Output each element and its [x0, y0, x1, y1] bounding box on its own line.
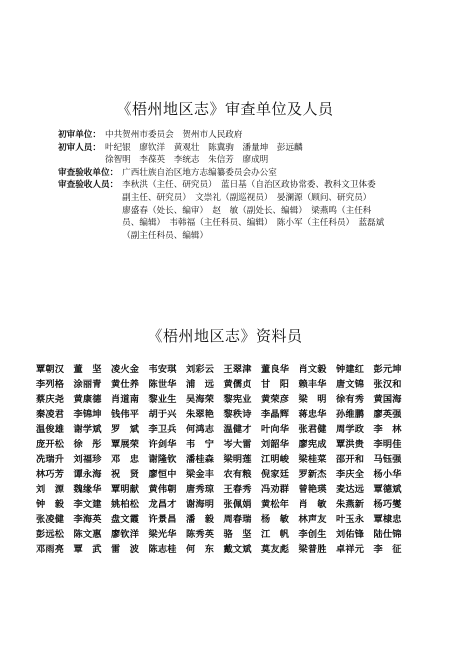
staff-name: 唐文锦 [336, 379, 365, 390]
staff-name: 黄松年 [261, 499, 290, 510]
staff-name: 黄康德 [73, 394, 102, 405]
staff-name: 岑大雷 [223, 439, 252, 450]
staff-name: 许剑华 [148, 439, 177, 450]
staff-name: 李文建 [73, 499, 102, 510]
row-line: 李秋洪（主任、研究员） 蓝日基（自治区政协常委、教科文卫体委 [122, 180, 376, 191]
staff-name: 覃洪贵 [336, 439, 365, 450]
staff-name: 黄荣彦 [261, 394, 290, 405]
staff-name: 李 征 [373, 544, 402, 555]
staff-name: 覃德斌 [373, 484, 402, 495]
staff-name: 魏缘华 [73, 484, 102, 495]
staff-name: 廖宪成 [298, 439, 327, 450]
staff-name: 骆 坚 [223, 529, 252, 540]
staff-name: 蔡庆尧 [36, 394, 65, 405]
staff-name: 谢海明 [186, 499, 215, 510]
staff-name: 梁光华 [148, 529, 177, 540]
review-row-initial-unit [58, 129, 408, 142]
staff-name: 李列格 [36, 379, 65, 390]
staff-name: 蒋忠华 [298, 409, 327, 420]
staff-names-grid [36, 361, 411, 556]
staff-name: 肖文毅 [298, 364, 327, 375]
staff-name: 李明佳 [373, 439, 402, 450]
staff-name: 刘彩云 [186, 364, 215, 375]
staff-name: 浦 远 [186, 379, 215, 390]
row-label: 审查验收人员： [58, 180, 119, 191]
staff-name: 秦凌君 [36, 409, 65, 420]
staff-name: 吴海荣 [186, 394, 215, 405]
staff-name: 董 坚 [73, 364, 102, 375]
staff-name: 罗 斌 [111, 424, 140, 435]
staff-name: 黄国海 [373, 394, 402, 405]
row-line: 员、编辑） 韦韩福（主任科员、编辑） 陈小军（主任科员） 蓝磊斌 [122, 218, 385, 229]
staff-name: 朱燕新 [336, 499, 365, 510]
staff-name: 罗新杰 [298, 469, 327, 480]
staff-name: 肖 敏 [298, 499, 327, 510]
staff-name: 祝 贤 [111, 469, 140, 480]
staff-name: 谢学斌 [73, 424, 102, 435]
staff-name: 杨 敏 [261, 514, 290, 525]
row-line: 中共贺州市委员会 贺州市人民政府 [104, 130, 243, 140]
staff-name: 李锦坤 [73, 409, 102, 420]
row-line: 叶纪银 廖钦洋 黄观壮 陈冀驹 潘量坤 彭远麟 [104, 142, 303, 153]
staff-name: 凌火金 [111, 364, 140, 375]
staff-name: 徐有秀 [336, 394, 365, 405]
staff-name: 钟建红 [336, 364, 365, 375]
staff-name: 邓 忠 [111, 454, 140, 465]
staff-name: 黄儒贞 [223, 379, 252, 390]
staff-name: 江明峻 [261, 454, 290, 465]
review-section-title: 《梧州地区志》审查单位及人员 [116, 100, 334, 118]
staff-name: 刘佑锋 [336, 529, 365, 540]
staff-name: 赖丰华 [298, 379, 327, 390]
staff-name: 许景昌 [148, 514, 177, 525]
staff-name: 韦 宁 [186, 439, 215, 450]
row-line: 徐智明 李葆英 李统志 朱信芳 廖成明 [104, 155, 269, 166]
staff-name: 周学政 [336, 424, 365, 435]
staff-name: 梁普胜 [298, 544, 327, 555]
staff-name: 莫友彪 [261, 544, 290, 555]
row-value [101, 129, 408, 142]
staff-name: 肖道南 [111, 394, 140, 405]
staff-name: 韦安琪 [148, 364, 177, 375]
staff-name: 廖恒中 [148, 469, 177, 480]
staff-name: 陈世华 [148, 379, 177, 390]
review-row-acceptance-staff [58, 179, 408, 242]
staff-name: 温健才 [223, 424, 252, 435]
staff-name: 戴文斌 [223, 544, 252, 555]
staff-name: 冯劝群 [261, 484, 290, 495]
staff-name: 李创生 [298, 529, 327, 540]
staff-name: 龙昌才 [148, 499, 177, 510]
staff-name: 张汉和 [373, 379, 402, 390]
staff-name: 倪家廷 [261, 469, 290, 480]
staff-name: 谭永海 [73, 469, 102, 480]
staff-name: 江 帆 [261, 529, 290, 540]
row-value [101, 142, 408, 167]
staff-name: 李海英 [73, 514, 102, 525]
staff-name: 冼瑞升 [36, 454, 65, 465]
staff-name: 盘文霞 [111, 514, 140, 525]
staff-name: 张凌健 [36, 514, 65, 525]
row-line: 廖盛春（处长、编审） 赵 敏（副处长、编辑） 梁燕鸣（主任科 [122, 205, 372, 216]
staff-name: 徐 彤 [73, 439, 102, 450]
staff-name: 彭元坤 [373, 364, 402, 375]
staff-name: 廖英强 [373, 409, 402, 420]
staff-name: 刘 源 [36, 484, 65, 495]
staff-name: 何 东 [186, 544, 215, 555]
staff-name: 唐秀琼 [186, 484, 215, 495]
staff-name: 李 林 [373, 424, 402, 435]
staff-name: 邓雨亮 [36, 544, 65, 555]
staff-name: 朱翠艳 [186, 409, 215, 420]
staff-name: 陈秀英 [186, 529, 215, 540]
staff-name: 覃展荣 [111, 439, 140, 450]
staff-name: 梁金丰 [186, 469, 215, 480]
staff-name: 林声友 [298, 514, 327, 525]
staff-name: 李晶辉 [261, 409, 290, 420]
staff-name: 杨巧燮 [373, 499, 402, 510]
staff-name: 林巧芳 [36, 469, 65, 480]
staff-name: 陈志桂 [148, 544, 177, 555]
staff-name: 刘福珍 [73, 454, 102, 465]
staff-name: 黎宪业 [223, 394, 252, 405]
row-line: 副主任、研究员） 文崇礼（副巡视员） 晏澜源（顾问、研究员） [122, 192, 372, 203]
staff-name: 王春秀 [223, 484, 252, 495]
staff-name: 麦达远 [336, 484, 365, 495]
staff-name: 雷 波 [111, 544, 140, 555]
staff-name: 何鸿志 [186, 424, 215, 435]
staff-name: 马钰强 [373, 454, 402, 465]
staff-name: 叶玉永 [336, 514, 365, 525]
review-row-acceptance-unit [58, 167, 408, 180]
staff-name: 黎业生 [148, 394, 177, 405]
staff-name: 谢隆钦 [148, 454, 177, 465]
staff-name: 钱伟平 [111, 409, 140, 420]
staff-name: 廖钦洋 [111, 529, 140, 540]
staff-section-title: 《梧州地区志》资料员 [147, 327, 303, 345]
staff-name: 覃棣忠 [373, 514, 402, 525]
staff-name: 梁 明 [298, 394, 327, 405]
staff-name: 覃 武 [73, 544, 102, 555]
staff-name: 覃朝汉 [36, 364, 65, 375]
staff-name: 李卫兵 [148, 424, 177, 435]
staff-name: 李庆全 [336, 469, 365, 480]
staff-name: 王翠津 [223, 364, 252, 375]
staff-name: 陈文惠 [73, 529, 102, 540]
staff-name: 周春瑞 [223, 514, 252, 525]
staff-name: 梁桂菜 [298, 454, 327, 465]
row-label: 初审人员： [58, 142, 101, 153]
staff-name: 孙维鹏 [336, 409, 365, 420]
staff-name: 梁明莲 [223, 454, 252, 465]
staff-name: 董良华 [261, 364, 290, 375]
row-value [118, 167, 408, 180]
staff-name: 甘 阳 [261, 379, 290, 390]
staff-name: 钟 毅 [36, 499, 65, 510]
staff-name: 卓祥元 [336, 544, 365, 555]
staff-name: 陆仕锦 [373, 529, 402, 540]
staff-name: 杨小华 [373, 469, 402, 480]
staff-name: 胡于兴 [148, 409, 177, 420]
staff-name: 潘 毅 [186, 514, 215, 525]
review-info-block [58, 129, 408, 242]
staff-name: 农有粮 [223, 469, 252, 480]
staff-name: 温俊雄 [36, 424, 65, 435]
staff-name: 潘桂森 [186, 454, 215, 465]
row-line: 广西壮族自治区地方志编纂委员会办公室 [122, 167, 277, 178]
staff-name: 黄仕养 [111, 379, 140, 390]
staff-name: 张佩娟 [223, 499, 252, 510]
row-label: 审查验收单位： [58, 167, 119, 178]
review-row-initial-staff [58, 142, 408, 167]
staff-name: 叶向华 [261, 424, 290, 435]
staff-name: 黎秩诗 [223, 409, 252, 420]
row-line: （副主任科员、编辑） [122, 230, 209, 241]
staff-name: 涂丽青 [73, 379, 102, 390]
staff-name: 覃明献 [111, 484, 140, 495]
staff-name: 姚柏松 [111, 499, 140, 510]
staff-name: 彭远松 [36, 529, 65, 540]
staff-name: 曾艳瑛 [298, 484, 327, 495]
staff-name: 刘韶华 [261, 439, 290, 450]
staff-name: 庞开松 [36, 439, 65, 450]
row-label: 初审单位： [58, 130, 101, 140]
staff-name: 黄伟朝 [148, 484, 177, 495]
staff-name: 张君健 [298, 424, 327, 435]
staff-name: 邵开和 [336, 454, 365, 465]
row-value [118, 179, 408, 242]
